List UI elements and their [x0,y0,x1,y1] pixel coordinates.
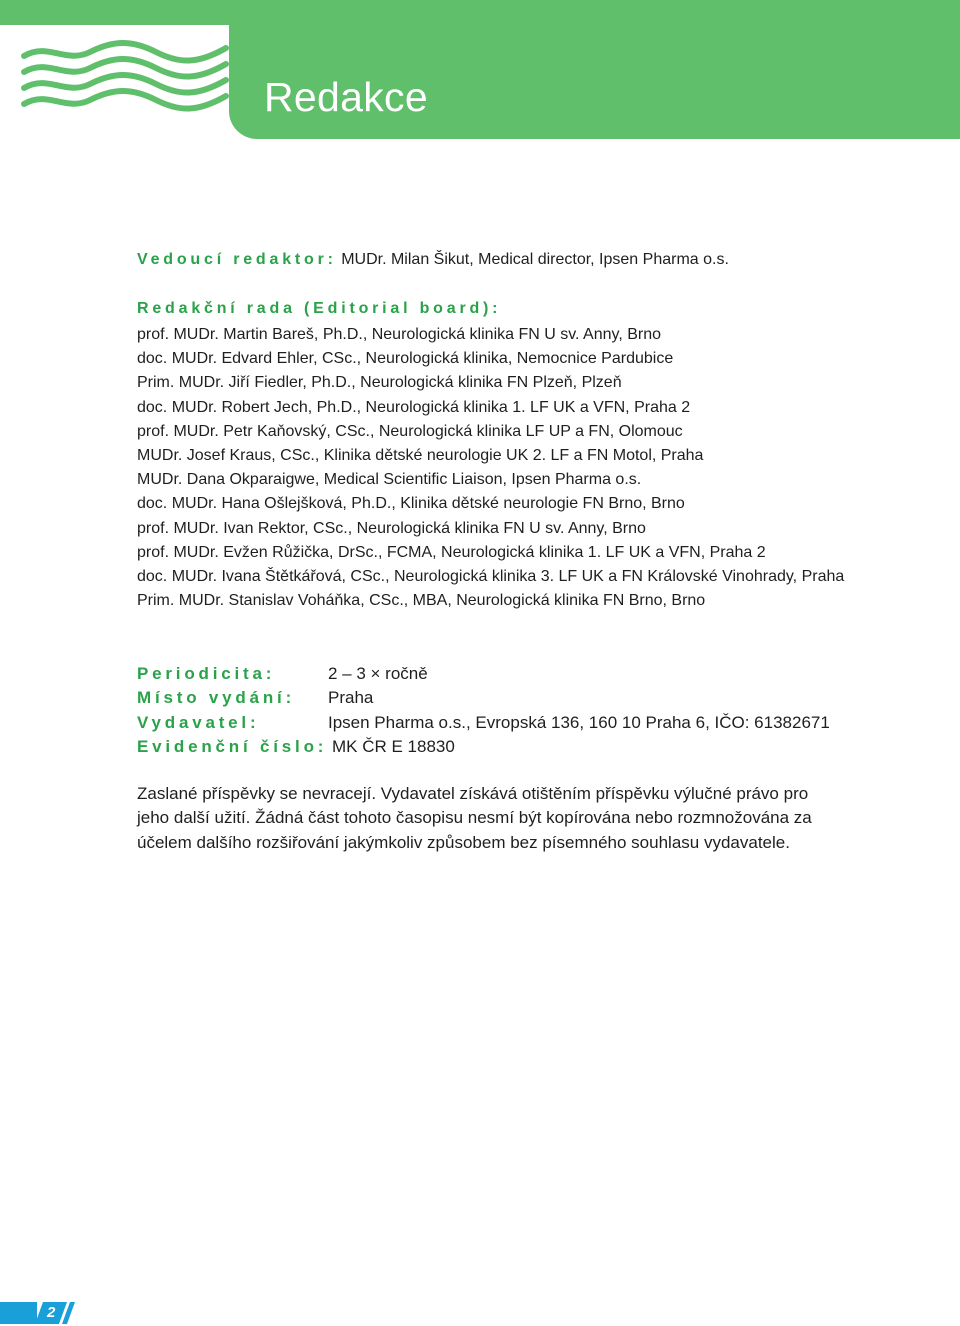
list-item: doc. MUDr. Edvard Ehler, CSc., Neurologická klinika, Nemocnice Pardubice [137,350,674,368]
list-item: MUDr. Dana Okparaigwe, Medical Scientific Liaison, Ipsen Pharma o.s. [137,471,642,489]
page-number: 2 [46,1304,56,1321]
list-item: Prim. MUDr. Jiří Fiedler, Ph.D., Neurologická klinika FN Plzeň, Plzeň [137,374,622,392]
board-heading [137,300,501,318]
copyright-note: Zaslané příspěvky se nevracejí. Vydavatel získává otištěním příspěvku výlučné právo pro jeho další užití. Žádná část tohoto časopisu nesmí být kopírována nebo rozmnožována za účelem dalšího rozšiřování jakýmkoliv způsobem bez písemného souhlasu vydavatele. [137,784,812,852]
page-title: Redakce [264,74,428,120]
registration-value: MK ČR E 18830 [331,736,455,756]
board-list [137,323,844,613]
list-item: prof. MUDr. Petr Kaňovský, CSc., Neurologická klinika LF UP a FN, Olomouc [137,422,683,440]
list-item: prof. MUDr. Evžen Růžička, DrSc., FCMA, Neurologická klinika 1. LF UK a VFN, Praha 2 [137,543,766,561]
list-item: doc. MUDr. Ivana Štětkářová, CSc., Neurologická klinika 3. LF UK a FN Královské Vinohrady, Praha [137,567,845,585]
wave-logo-icon [20,34,230,126]
place-row [137,686,455,710]
list-item: prof. MUDr. Ivan Rektor, CSc., Neurologická klinika FN U sv. Anny, Brno [137,519,646,537]
footer-bar [0,1302,37,1324]
periodicity-value: 2 – 3 × ročně [328,664,428,683]
list-item: Prim. MUDr. Stanislav Voháňka, CSc., MBA, Neurologická klinika FN Brno, Brno [137,592,706,610]
registration-row [137,735,455,759]
place-value: Praha [328,688,374,708]
registration-label: Evidenční číslo: [137,736,328,756]
publisher-value: Ipsen Pharma o.s., Evropská 136, 160 10 Praha 6, IČO: 61382671 [328,712,830,732]
periodicity-row [137,662,455,686]
publisher-label: Vydavatel: [137,712,260,732]
place-label: Místo vydání: [137,688,296,708]
editor-label: Vedoucí redaktor: [137,251,337,268]
board-heading-label: Redakční rada (Editorial board): [137,300,502,317]
list-item: prof. MUDr. Martin Bareš, Ph.D., Neurologická klinika FN U sv. Anny, Brno [137,326,662,343]
list-item: MUDr. Josef Kraus, CSc., Klinika dětské neurologie UK 2. LF a FN Motol, Praha [137,446,704,464]
publisher-row [137,711,830,735]
editor-line [137,251,729,269]
periodicity-label: Periodicita: [137,664,276,683]
editor-value: MUDr. Milan Šikut, Medical director, Ipsen Pharma o.s. [341,251,729,268]
list-item: doc. MUDr. Hana Ošlejšková, Ph.D., Klinika dětské neurologie FN Brno, Brno [137,495,685,513]
publication-info [137,662,830,759]
list-item: doc. MUDr. Robert Jech, Ph.D., Neurologická klinika 1. LF UK a VFN, Praha 2 [137,398,691,416]
